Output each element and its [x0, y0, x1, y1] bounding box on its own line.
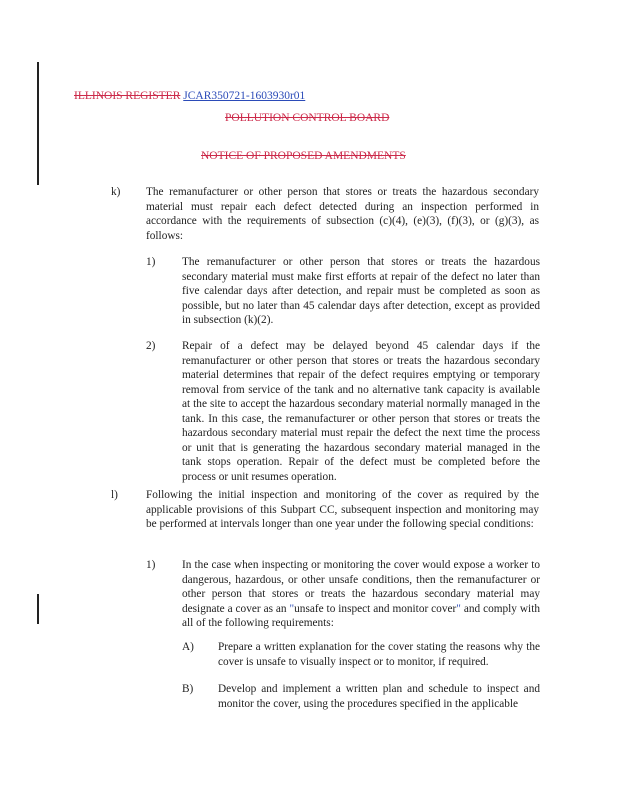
lB-label: B) — [182, 683, 194, 695]
notice-title: NOTICE OF PROPOSED AMENDMENTS — [201, 150, 406, 162]
l1-text-before: In the case when inspecting or monitoring the cover would expose a worker to dangerous, hazardous, or other unsafe conditions, then the remanufacturer or other person that stores or treats the hazardous secondary material may designate a cover as an — [182, 559, 540, 615]
l-label: l) — [111, 489, 118, 501]
quote-open: " — [289, 602, 295, 615]
quote-close: " — [456, 602, 461, 615]
k1-label: 1) — [146, 256, 156, 268]
lB-text: Develop and implement a written plan and schedule to inspect and monitor the cover, using the procedures specified in the applicable — [218, 683, 540, 710]
l1-text-after: and comply with all of the following requirements: — [182, 602, 540, 629]
k1-text: The remanufacturer or other person that stores or treats the hazardous secondary material must make first efforts at repair of the defect no later than five calendar days after detection, and repair must be completed as soon as possible, but no later than 45 calendar days after detection, except as provided in subsection (k)(2). — [182, 256, 540, 326]
change-bar-top — [37, 62, 39, 185]
k2-text: Repair of a defect may be delayed beyond 45 calendar days if the remanufacturer or other person that stores or treats the hazardous secondary material determines that repair of the defect requires emptying or temporary removal from service of the tank and no alternative tank capacity is available at the site to accept the hazardous secondary material normally managed in the tank. In this case, the remanufacturer or other person that stores or treats the hazardous secondary material must repair the defect the next time the process or unit that is generating the hazardous secondary material managed in the tank stops operation. Repair of the defect must be completed before the process or unit resumes operation. — [182, 340, 540, 483]
l-text: Following the initial inspection and monitoring of the cover as required by the applicable provisions of this Subpart CC, subsequent inspection and monitoring may be performed at intervals longer than one year under the following special conditions: — [146, 489, 539, 530]
register-header — [74, 89, 305, 104]
change-bar-bottom — [37, 594, 39, 624]
lA-text: Prepare a written explanation for the cover stating the reasons why the cover is unsafe to visually inspect or to monitor, if required. — [218, 641, 540, 668]
unsafe-term: unsafe to inspect and monitor cover — [294, 602, 457, 615]
l1-text — [182, 558, 540, 631]
register-deleted-text: ILLINOIS REGISTER — [74, 90, 181, 102]
k-text: The remanufacturer or other person that stores or treats the hazardous secondary material must repair each defect detected during an inspection performed in accordance with the requirements of subsection (c)(4), (e)(3), (f)(3), or (g)(3), as follows: — [146, 186, 539, 242]
lA-label: A) — [182, 641, 194, 653]
k-label: k) — [111, 186, 121, 198]
register-inserted-text: JCAR350721-1603930r01 — [183, 90, 306, 102]
board-title: POLLUTION CONTROL BOARD — [225, 112, 390, 124]
l1-label: 1) — [146, 559, 156, 571]
k2-label: 2) — [146, 340, 156, 352]
